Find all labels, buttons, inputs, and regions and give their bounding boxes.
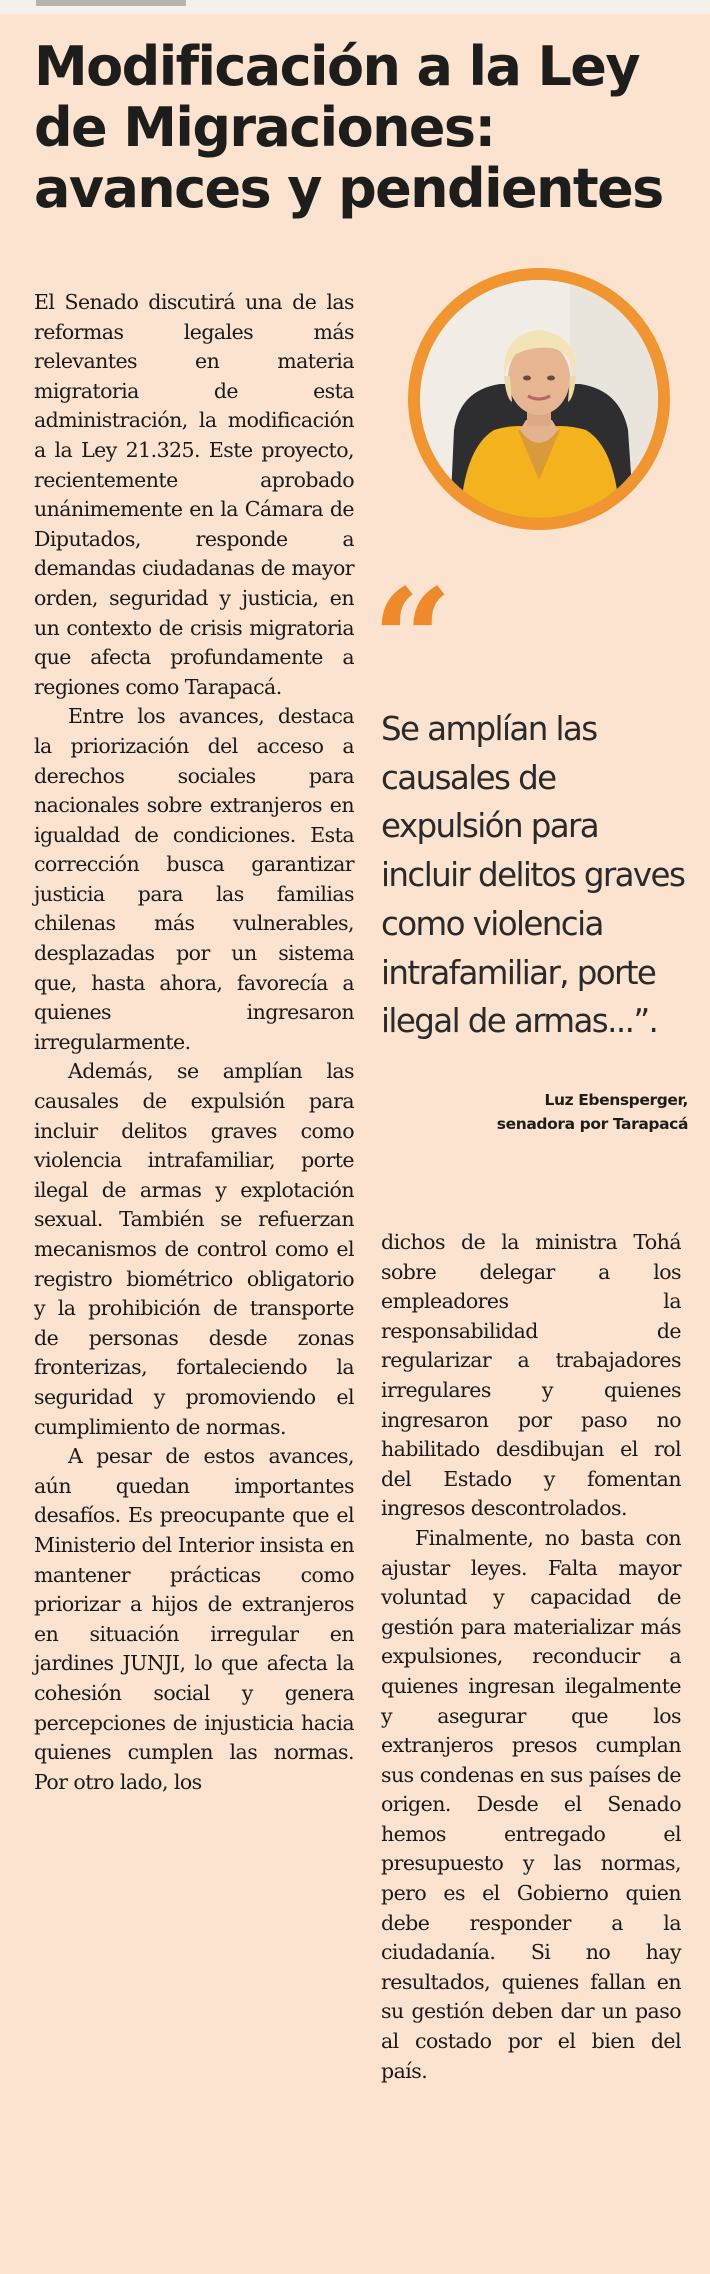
quote-icon: “ [372, 559, 453, 723]
article-column-right [381, 1228, 681, 2086]
body-paragraph: Finalmente, no basta con ajustar leyes. Falta mayor voluntad y capacidad de gestión para materializar más expulsiones, reconducir a quienes ingresan ilegalmente y asegurar que los extranjeros presos cumplan sus condenas en sus países de origen. Desde el Senado hemos entregado el presupuesto y las normas, pero es el Gobierno quien debe responder a la ciudadanía. Si no hay resultados, quienes fallan en su gestión deben dar un paso al costado por el bien del país. [381, 1525, 681, 2083]
author-photo [420, 280, 658, 518]
author-portrait-illustration [420, 280, 658, 518]
section-tag-fragment [36, 0, 186, 6]
pull-quote: Se amplían las causales de expulsión para incluir delitos graves como violencia intrafamiliar, porte ilegal de armas...”. [381, 710, 685, 1041]
body-paragraph: Entre los avances, destaca la priorización del acceso a derechos sociales para nacionales sobre extranjeros en igualdad de condiciones. Esta corrección busca garantizar justicia para las familias chilenas más vulnerables, desplazadas por un sistema que, hasta ahora, favorecía a quienes ingresaron irregularmente. [34, 704, 354, 1054]
body-paragraph: El Senado discutirá una de las reformas legales más relevantes en materia migratoria de esta administración, la modificación a la Ley 21.325. Este proyecto, recientemente aprobado unánimemente en la Cámara de Diputados, responde a demandas ciudadanas de mayor orden, seguridad y justicia, en un contexto de crisis migratoria que afecta profundamente a regiones como Tarapacá. [34, 290, 354, 699]
author-attribution [497, 1088, 688, 1136]
top-strip [0, 0, 710, 14]
headline: Modificación a la Ley de Migraciones: avances y pendientes [34, 35, 663, 220]
author-title: senadora por Tarapacá [496, 1115, 688, 1133]
article-column-left [34, 288, 354, 1797]
author-name: Luz Ebensperger, [544, 1091, 688, 1109]
body-paragraph: Además, se amplían las causales de expulsión para incluir delitos graves como violencia intrafamiliar, porte ilegal de armas y explotación sexual. También se refuerzan mecanismos de control como el registro biométrico obligatorio y la prohibición de transporte de personas desde zonas fronterizas, fortaleciendo la seguridad y promoviendo el cumplimiento de normas. [34, 1059, 354, 1439]
body-paragraph: dichos de la ministra Tohá sobre delegar a los empleadores la responsabilidad de regularizar a trabajadores irregulares y quienes ingresaron por paso no habilitado desdibujan el rol del Estado y fomentan ingresos descontrolados. [381, 1230, 681, 1521]
body-paragraph: A pesar de estos avances, aún quedan importantes desafíos. Es preocupante que el Ministerio del Interior insista en mantener prácticas como priorizar a hijos de extranjeros en situación irregular en jardines JUNJI, lo que afecta la cohesión social y genera percepciones de injusticia hacia quienes cumplen las normas. Por otro lado, los [34, 1444, 354, 1794]
